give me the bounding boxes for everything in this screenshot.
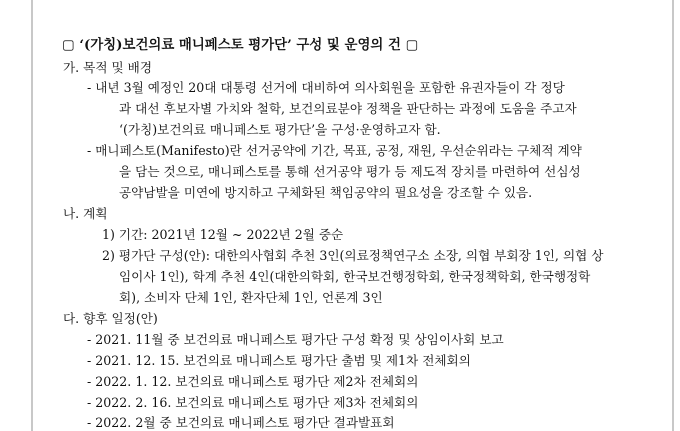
schedule-item: - 2022. 1. 12. 보건의료 매니페스토 평가단 제2차 전체회의 bbox=[87, 374, 419, 389]
left-margin-line bbox=[31, 0, 33, 431]
paragraph-line: 을 담는 것으로, 매니페스토를 통해 선거공약 평가 등 제도적 장치를 마련하여 선심성 bbox=[119, 164, 581, 179]
schedule-item: - 2022. 2월 중 보건의료 매니페스토 평가단 결과발표회 bbox=[87, 415, 395, 430]
paragraph-line: 공약남발을 미연에 방지하고 구체화된 책임공약의 필요성을 강조할 수 있음. bbox=[119, 185, 533, 200]
paragraph-line: ‘(가칭)보건의료 매니페스토 평가단’을 구성·운영하고자 함. bbox=[119, 122, 441, 137]
schedule-item: - 2022. 2. 16. 보건의료 매니페스토 평가단 제3차 전체회의 bbox=[87, 395, 419, 410]
right-margin-line bbox=[672, 0, 674, 431]
plan-item-continuation: 임이사 1인), 학계 추천 4인(대한의학회, 한국보건행정학회, 한국정책학회, 한국행정학 bbox=[119, 269, 591, 284]
paragraph-line: - 매니페스토(Manifesto)란 선거공약에 기간, 목표, 공정, 재원, 우선순위라는 구체적 계약 bbox=[87, 143, 582, 158]
document-title: ▢ ‘(가칭)보건의료 매니페스토 평가단’ 구성 및 운영의 건 ▢ bbox=[62, 37, 419, 53]
section-heading-purpose: 가. 목적 및 배경 bbox=[63, 60, 153, 75]
section-heading-schedule: 다. 향후 일정(안) bbox=[63, 311, 158, 326]
paragraph-line: - 내년 3월 예정인 20대 대통령 선거에 대비하여 의사회원을 포함한 유권자들이 각 정당 bbox=[87, 80, 565, 95]
plan-item: 2) 평가단 구성(안): 대한의사협회 추천 3인(의료정책연구소 소장, 의협 부회장 1인, 의협 상 bbox=[102, 248, 604, 263]
plan-item-continuation: 회), 소비자 단체 1인, 환자단체 1인, 언론계 3인 bbox=[119, 290, 383, 305]
schedule-item: - 2021. 11월 중 보건의료 매니페스토 평가단 구성 확정 및 상임이사회 보고 bbox=[87, 332, 504, 347]
schedule-item: - 2021. 12. 15. 보건의료 매니페스토 평가단 출범 및 제1차 전체회의 bbox=[87, 353, 471, 368]
paragraph-line: 과 대선 후보자별 가치와 철학, 보건의료분야 정책을 판단하는 과정에 도움을 주고자 bbox=[119, 101, 577, 116]
section-heading-plan: 나. 계획 bbox=[63, 206, 108, 221]
plan-item: 1) 기간: 2021년 12월 ~ 2022년 2월 중순 bbox=[102, 227, 344, 242]
